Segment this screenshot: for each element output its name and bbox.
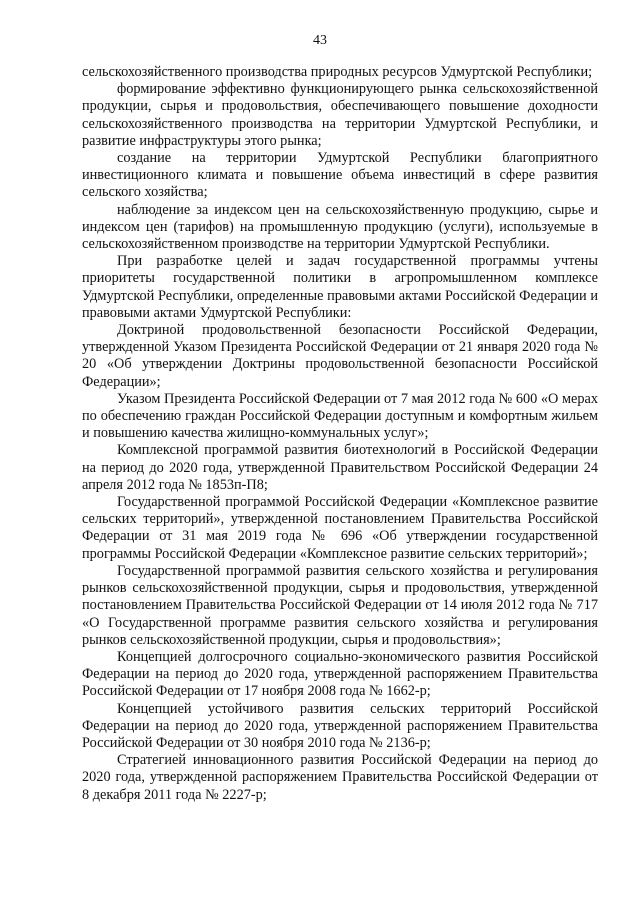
paragraph: Стратегией инновационного развития Российской Федерации на период до 2020 года, утвержденной распоряжением Правительства Российской Федерации от 8 декабря 2011 года № 2227-р; [82, 752, 598, 803]
paragraph: При разработке целей и задач государственной программы учтены приоритеты государственной политики в агропромышленном комплексе Удмуртской Республики, определенные правовыми актами Российской Федерации и правовыми актами Удмуртской Республики: [82, 253, 598, 321]
paragraph: формирование эффективно функционирующего рынка сельскохозяйственной продукции, сырья и продовольствия, обеспечивающего повышение доходности сельскохозяйственного производства на территории Удмуртской Республики, и развитие инфраструктуры этого рынка; [82, 81, 598, 149]
paragraph: Доктриной продовольственной безопасности Российской Федерации, утвержденной Указом Президента Российской Федерации от 21 января 2020 года № 20 «Об утверждении Доктрины продовольственной безопасности Российской Федерации»; [82, 322, 598, 390]
paragraph: Указом Президента Российской Федерации от 7 мая 2012 года № 600 «О мерах по обеспечению граждан Российской Федерации доступным и комфортным жильем и повышению качества жилищно-коммунальных услуг»; [82, 390, 598, 442]
paragraph: создание на территории Удмуртской Республики благоприятного инвестиционного климата и повышение объема инвестиций в сфере развития сельского хозяйства; [82, 150, 598, 201]
page-number: 43 [313, 33, 327, 48]
paragraph: Концепцией устойчивого развития сельских территорий Российской Федерации на период до 2020 года, утвержденной распоряжением Правительства Российской Федерации от 30 ноября 2010 года № 2136-р; [82, 700, 598, 751]
paragraph: Концепцией долгосрочного социально-экономического развития Российской Федерации на период до 2020 года, утвержденной распоряжением Правительства Российской Федерации от 17 ноября 2008 года № 1662-р; [82, 648, 598, 700]
paragraph: Государственной программой развития сельского хозяйства и регулирования рынков сельскохозяйственной продукции, сырья и продовольствия, утвержденной постановлением Правительства Российской Федерации от 14 июля 2012 года № 717 «О Государственной программе развития сельского хозяйства и регулирования рынков сельскохозяйственной продукции, сырья и продовольствия»; [82, 562, 598, 648]
paragraph: Государственной программой Российской Федерации «Комплексное развитие сельских территорий», утвержденной постановлением Правительства Российской Федерации от 31 мая 2019 года № 696 «Об утверждении государственной программы Российской Федерации «Комплексное развитие сельских территорий»; [82, 494, 598, 562]
paragraph: наблюдение за индексом цен на сельскохозяйственную продукцию, сырье и индексом цен (тарифов) на промышленную продукцию (услуги), используемые в сельскохозяйственном производстве на территории Удмуртской Республики. [82, 201, 598, 253]
paragraph: сельскохозяйственного производства природных ресурсов Удмуртской Республики; [82, 64, 593, 80]
document-body [82, 64, 598, 804]
paragraph: Комплексной программой развития биотехнологий в Российской Федерации на период до 2020 года, утвержденной Правительством Российской Федерации 24 апреля 2012 года № 1853п-П8; [82, 442, 598, 493]
